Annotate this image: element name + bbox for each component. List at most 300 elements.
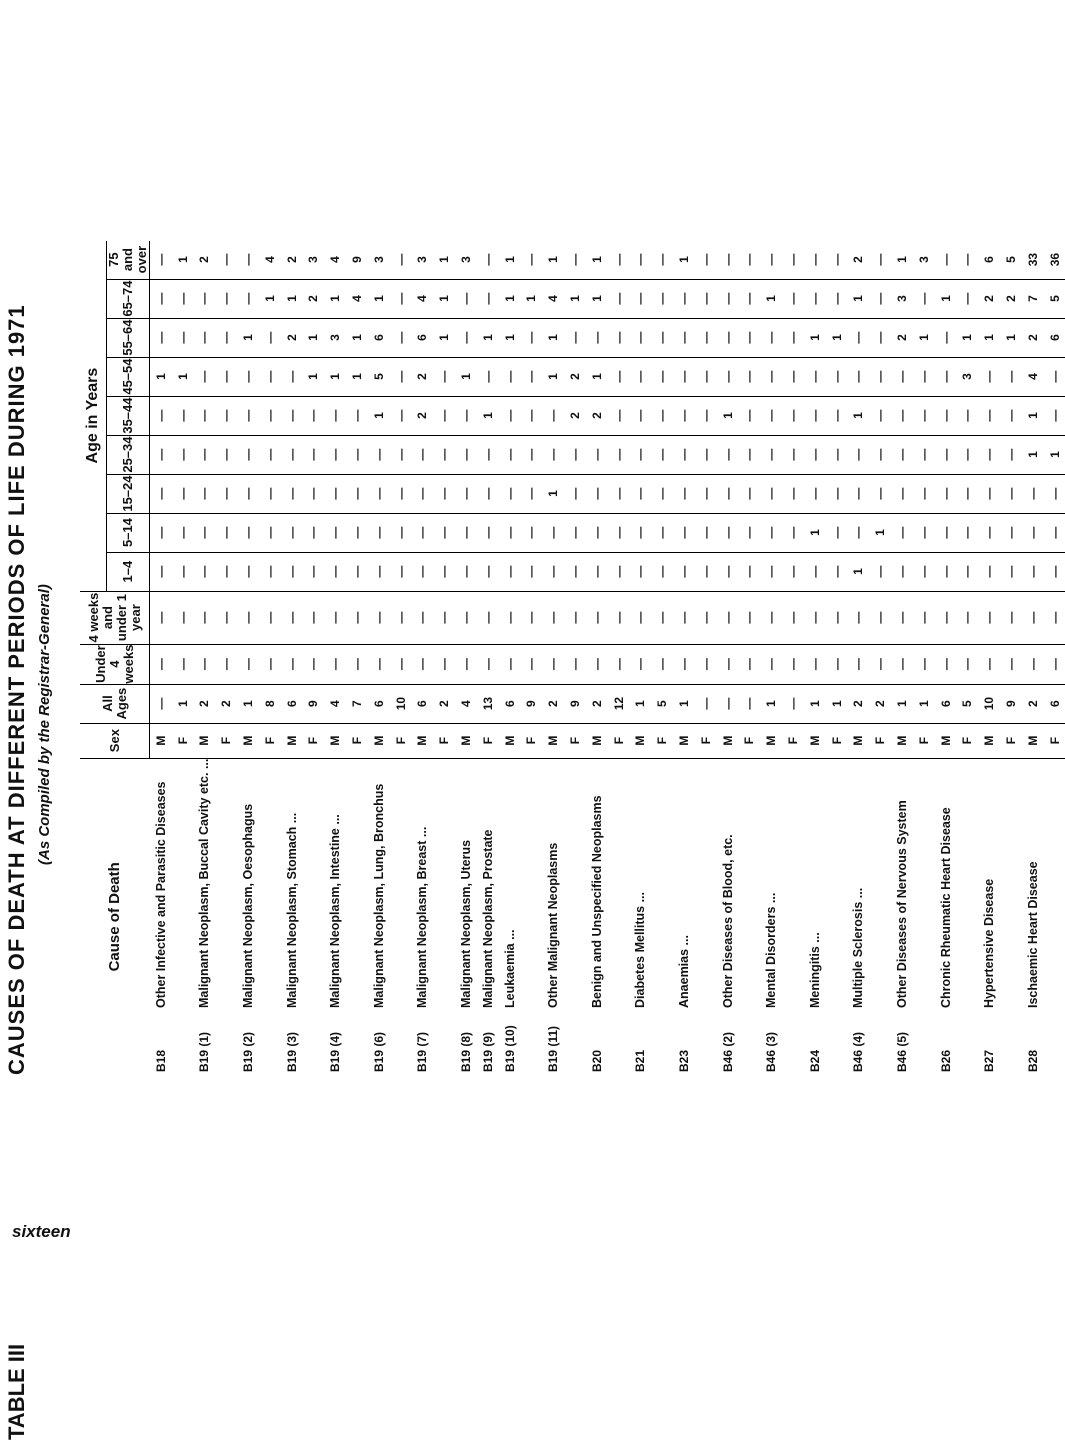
table-row (1022, 241, 1044, 1075)
value-cell: — (324, 474, 346, 513)
value-cell: — (542, 552, 564, 591)
table-row (564, 241, 586, 1075)
value-cell: — (651, 644, 673, 684)
value-cell: — (782, 318, 804, 357)
value-cell: — (913, 513, 935, 552)
cause-code: B23 (677, 1049, 692, 1072)
value-cell: — (760, 591, 782, 644)
cause-code: B28 (1025, 1049, 1040, 1072)
value-cell: 2 (564, 396, 586, 435)
value-cell: — (869, 279, 891, 318)
value-cell: — (455, 279, 477, 318)
value-cell: — (695, 513, 717, 552)
value-cell: 1 (324, 357, 346, 396)
value-cell: — (346, 644, 368, 684)
value-cell: — (739, 396, 761, 435)
value-cell: — (739, 357, 761, 396)
value-cell: — (150, 684, 172, 723)
value-cell: — (433, 435, 455, 474)
sex-header: Sex (80, 723, 150, 758)
value-cell: 2 (891, 318, 913, 357)
value-cell: — (1022, 474, 1044, 513)
age-column-header: 35–44 (107, 396, 150, 435)
cause-code (956, 1010, 978, 1075)
sex-cell: F (433, 723, 455, 758)
value-cell: 1 (433, 279, 455, 318)
age-column-header: 75 and over (107, 241, 150, 280)
cause-name (303, 758, 325, 1010)
value-cell: — (891, 644, 913, 684)
cause-code (172, 1010, 194, 1075)
value-cell: 2 (281, 241, 303, 280)
value-cell: 1 (717, 396, 739, 435)
value-cell: — (739, 241, 761, 280)
value-cell: 1 (564, 279, 586, 318)
cause-name (913, 758, 935, 1010)
sex-cell: F (477, 723, 499, 758)
value-cell: — (869, 396, 891, 435)
value-cell: — (717, 279, 739, 318)
value-cell: — (259, 552, 281, 591)
cause-name: Malignant Neoplasm, Oesophagus (241, 803, 256, 1008)
value-cell: — (172, 396, 194, 435)
value-cell: — (717, 591, 739, 644)
value-cell: — (346, 474, 368, 513)
cause-code: B46 (3) (764, 1031, 779, 1072)
value-cell: 6 (412, 318, 434, 357)
value-cell: 6 (412, 684, 434, 723)
value-cell: — (564, 591, 586, 644)
table-row (782, 241, 804, 1075)
cause-name: Leukaemia ... (502, 929, 517, 1008)
cause-name: Anaemias ... (677, 935, 692, 1008)
value-cell: 2 (564, 357, 586, 396)
value-cell: 1 (499, 279, 521, 318)
value-cell: — (324, 396, 346, 435)
table-row (804, 241, 826, 1075)
value-cell: — (368, 513, 390, 552)
value-cell: — (499, 435, 521, 474)
value-cell: — (935, 318, 957, 357)
value-cell: — (455, 474, 477, 513)
sex-cell: F (1000, 723, 1022, 758)
value-cell: 1 (477, 396, 499, 435)
value-cell: — (848, 513, 870, 552)
value-cell: — (978, 357, 1000, 396)
value-cell: — (848, 357, 870, 396)
value-cell: — (695, 684, 717, 723)
value-cell: 9 (303, 684, 325, 723)
value-cell: 3 (303, 241, 325, 280)
value-cell: — (281, 644, 303, 684)
value-cell: — (477, 644, 499, 684)
value-cell: — (848, 318, 870, 357)
value-cell: — (804, 435, 826, 474)
value-cell: 1 (935, 279, 957, 318)
cause-code (608, 1010, 630, 1075)
sex-cell: M (717, 723, 739, 758)
value-cell: — (346, 591, 368, 644)
value-cell: 10 (978, 684, 1000, 723)
value-cell: 1 (956, 318, 978, 357)
value-cell: — (542, 513, 564, 552)
cause-code: B19 (1) (197, 1031, 212, 1072)
cause-code (651, 1010, 673, 1075)
value-cell: — (390, 552, 412, 591)
value-cell: — (608, 357, 630, 396)
value-cell: 1 (586, 279, 608, 318)
value-cell: 4 (259, 241, 281, 280)
value-cell: — (215, 591, 237, 644)
value-cell: — (346, 435, 368, 474)
value-cell: — (521, 513, 543, 552)
cause-name (1044, 758, 1065, 1010)
value-cell: 1 (172, 357, 194, 396)
cause-code: B19 (6) (371, 1031, 386, 1072)
value-cell: — (739, 513, 761, 552)
sex-cell: M (455, 723, 477, 758)
value-cell: 1 (237, 684, 259, 723)
value-cell: — (848, 591, 870, 644)
value-cell: — (150, 474, 172, 513)
value-cell: 2 (281, 318, 303, 357)
value-cell: — (1044, 396, 1065, 435)
value-cell: — (739, 591, 761, 644)
value-cell: 1 (542, 318, 564, 357)
value-cell: 1 (891, 684, 913, 723)
cause-name (390, 758, 412, 1010)
value-cell: — (455, 318, 477, 357)
table-row (542, 241, 564, 1075)
value-cell: — (782, 591, 804, 644)
value-cell: — (717, 513, 739, 552)
value-cell: — (695, 279, 717, 318)
sex-cell: F (826, 723, 848, 758)
value-cell: — (630, 513, 652, 552)
sex-cell: F (390, 723, 412, 758)
cause-code: B19 (2) (241, 1031, 256, 1072)
value-cell: — (586, 513, 608, 552)
value-cell: — (826, 357, 848, 396)
value-cell: — (412, 435, 434, 474)
value-cell: — (782, 435, 804, 474)
value-cell: 3 (324, 318, 346, 357)
value-cell: 6 (935, 684, 957, 723)
sex-cell: F (259, 723, 281, 758)
cause-name: Other Infective and Parasitic Diseases (153, 781, 168, 1008)
value-cell: — (215, 644, 237, 684)
value-cell: — (826, 552, 848, 591)
value-cell: — (739, 318, 761, 357)
value-cell: — (237, 396, 259, 435)
table-row (412, 241, 434, 1075)
cause-code (695, 1010, 717, 1075)
sex-cell: F (303, 723, 325, 758)
value-cell: 2 (586, 396, 608, 435)
value-cell: — (412, 474, 434, 513)
value-cell: 4 (542, 279, 564, 318)
cause-code: B24 (807, 1049, 822, 1072)
value-cell: — (281, 474, 303, 513)
sex-cell: M (848, 723, 870, 758)
4-weeks-1-year-header: 4 weeks and under 1 year (80, 591, 150, 644)
sex-cell: F (1044, 723, 1065, 758)
cause-code: B19 (8) (459, 1031, 474, 1072)
value-cell: — (651, 435, 673, 474)
cause-code: B19 (10) (502, 1025, 517, 1072)
value-cell: — (303, 513, 325, 552)
value-cell: — (1000, 513, 1022, 552)
value-cell: 1 (630, 684, 652, 723)
table-row (455, 241, 477, 1075)
value-cell: 5 (1044, 279, 1065, 318)
value-cell: — (673, 474, 695, 513)
value-cell: — (368, 435, 390, 474)
cause-name (172, 758, 194, 1010)
value-cell: — (956, 591, 978, 644)
value-cell: — (390, 279, 412, 318)
value-cell: — (891, 513, 913, 552)
value-cell: — (782, 644, 804, 684)
value-cell: — (390, 357, 412, 396)
table-row (695, 241, 717, 1075)
value-cell: — (956, 435, 978, 474)
value-cell: — (760, 357, 782, 396)
cause-name (869, 758, 891, 1010)
sex-cell: M (586, 723, 608, 758)
cause-name (956, 758, 978, 1010)
value-cell: — (586, 591, 608, 644)
value-cell: 2 (194, 241, 216, 280)
age-column-header: 45–54 (107, 357, 150, 396)
value-cell: — (695, 644, 717, 684)
value-cell: — (281, 552, 303, 591)
table-row (215, 241, 237, 1075)
value-cell: — (651, 591, 673, 644)
value-cell: — (433, 357, 455, 396)
value-cell: — (1000, 435, 1022, 474)
value-cell: — (215, 513, 237, 552)
value-cell: 3 (913, 241, 935, 280)
value-cell: — (390, 474, 412, 513)
value-cell: — (521, 435, 543, 474)
value-cell: — (978, 435, 1000, 474)
value-cell: — (521, 357, 543, 396)
value-cell: — (630, 241, 652, 280)
page-title: CAUSES OF DEATH AT DIFFERENT PERIODS OF LIFE DURING 1971 (4, 304, 29, 1075)
value-cell: — (1000, 552, 1022, 591)
cause-code (303, 1010, 325, 1075)
value-cell: — (303, 591, 325, 644)
value-cell: 2 (978, 279, 1000, 318)
value-cell: — (499, 552, 521, 591)
value-cell: — (717, 474, 739, 513)
value-cell: — (433, 474, 455, 513)
value-cell: 5 (368, 357, 390, 396)
value-cell: — (324, 513, 346, 552)
cause-code: B46 (4) (851, 1031, 866, 1072)
value-cell: — (782, 513, 804, 552)
value-cell: — (956, 396, 978, 435)
value-cell: — (913, 435, 935, 474)
value-cell: — (739, 435, 761, 474)
cause-name: Other Diseases of Blood, etc. (720, 834, 735, 1008)
value-cell: — (717, 684, 739, 723)
cause-code (782, 1010, 804, 1075)
value-cell: 1 (1022, 396, 1044, 435)
value-cell: — (673, 357, 695, 396)
cause-code (564, 1010, 586, 1075)
value-cell: — (390, 435, 412, 474)
cause-code (521, 1010, 543, 1075)
value-cell: 4 (324, 684, 346, 723)
value-cell: — (564, 644, 586, 684)
value-cell: — (477, 357, 499, 396)
value-cell: — (542, 396, 564, 435)
cause-code (1000, 1010, 1022, 1075)
cause-code: B21 (633, 1049, 648, 1072)
sex-cell: M (412, 723, 434, 758)
sex-cell: F (564, 723, 586, 758)
value-cell: — (194, 552, 216, 591)
sex-cell: F (215, 723, 237, 758)
value-cell: — (172, 591, 194, 644)
value-cell: — (695, 241, 717, 280)
cause-code: B27 (982, 1049, 997, 1072)
table-row (303, 241, 325, 1075)
value-cell: — (717, 552, 739, 591)
value-cell: — (412, 644, 434, 684)
value-cell: — (760, 435, 782, 474)
cause-code (259, 1010, 281, 1075)
value-cell: — (433, 513, 455, 552)
cause-name: Malignant Neoplasm, Intestine ... (328, 814, 343, 1008)
value-cell: — (215, 435, 237, 474)
value-cell: — (194, 318, 216, 357)
value-cell: — (717, 241, 739, 280)
table-row (869, 241, 891, 1075)
value-cell: — (695, 591, 717, 644)
value-cell: — (804, 279, 826, 318)
value-cell: — (586, 552, 608, 591)
value-cell: 2 (412, 357, 434, 396)
value-cell: — (477, 513, 499, 552)
cause-code: B19 (4) (328, 1031, 343, 1072)
value-cell: — (760, 513, 782, 552)
table-row (935, 241, 957, 1075)
value-cell: 2 (848, 241, 870, 280)
value-cell: 2 (1022, 318, 1044, 357)
value-cell: — (150, 396, 172, 435)
value-cell: — (630, 474, 652, 513)
value-cell: — (237, 474, 259, 513)
value-cell: — (956, 552, 978, 591)
value-cell: — (499, 474, 521, 513)
value-cell: — (368, 591, 390, 644)
value-cell: — (150, 279, 172, 318)
value-cell: 9 (521, 684, 543, 723)
value-cell: 1 (303, 357, 325, 396)
cause-code (826, 1010, 848, 1075)
table-row (150, 241, 172, 1075)
value-cell: 1 (324, 279, 346, 318)
value-cell: — (956, 474, 978, 513)
table-row (433, 241, 455, 1075)
value-cell: — (194, 474, 216, 513)
value-cell: — (281, 435, 303, 474)
value-cell: — (324, 644, 346, 684)
sex-cell: M (281, 723, 303, 758)
value-cell: — (869, 318, 891, 357)
value-cell: — (804, 644, 826, 684)
value-cell: — (237, 435, 259, 474)
value-cell: — (760, 396, 782, 435)
age-column-header: 25–34 (107, 435, 150, 474)
value-cell: — (194, 513, 216, 552)
value-cell: 5 (956, 684, 978, 723)
sex-cell: F (956, 723, 978, 758)
table-row (368, 241, 390, 1075)
value-cell: — (760, 318, 782, 357)
value-cell: — (455, 396, 477, 435)
value-cell: — (172, 513, 194, 552)
value-cell: — (978, 552, 1000, 591)
cause-name: Malignant Neoplasm, Stomach ... (284, 812, 299, 1008)
value-cell: — (782, 241, 804, 280)
value-cell: 9 (346, 241, 368, 280)
value-cell: 1 (477, 318, 499, 357)
value-cell: — (390, 241, 412, 280)
cause-code: B18 (153, 1049, 168, 1072)
sex-cell: F (608, 723, 630, 758)
value-cell: 4 (412, 279, 434, 318)
value-cell: 2 (433, 684, 455, 723)
value-cell: — (586, 474, 608, 513)
table-label: TABLE III (4, 1343, 29, 1440)
value-cell: — (848, 435, 870, 474)
cause-name: Ischaemic Heart Disease (1025, 861, 1040, 1008)
table-row (956, 241, 978, 1075)
sex-cell: M (760, 723, 782, 758)
value-cell: 1 (346, 357, 368, 396)
cause-code (346, 1010, 368, 1075)
value-cell: 3 (368, 241, 390, 280)
value-cell: — (259, 318, 281, 357)
value-cell: — (390, 513, 412, 552)
cause-name (346, 758, 368, 1010)
cause-name: Diabetes Mellitus ... (633, 891, 648, 1008)
value-cell: — (542, 644, 564, 684)
value-cell: — (586, 318, 608, 357)
table-row (259, 241, 281, 1075)
value-cell: 1 (913, 318, 935, 357)
value-cell: — (303, 435, 325, 474)
table-row (172, 241, 194, 1075)
value-cell: — (1044, 644, 1065, 684)
cause-code: B20 (589, 1049, 604, 1072)
sex-cell: F (521, 723, 543, 758)
cause-code (390, 1010, 412, 1075)
value-cell: — (542, 591, 564, 644)
value-cell: — (564, 513, 586, 552)
cause-name: Malignant Neoplasm, Buccal Cavity etc. ... (197, 758, 212, 1008)
value-cell: — (782, 552, 804, 591)
table-row (913, 241, 935, 1075)
value-cell: — (237, 591, 259, 644)
table-row (237, 241, 259, 1075)
value-cell: — (869, 644, 891, 684)
value-cell: — (651, 357, 673, 396)
